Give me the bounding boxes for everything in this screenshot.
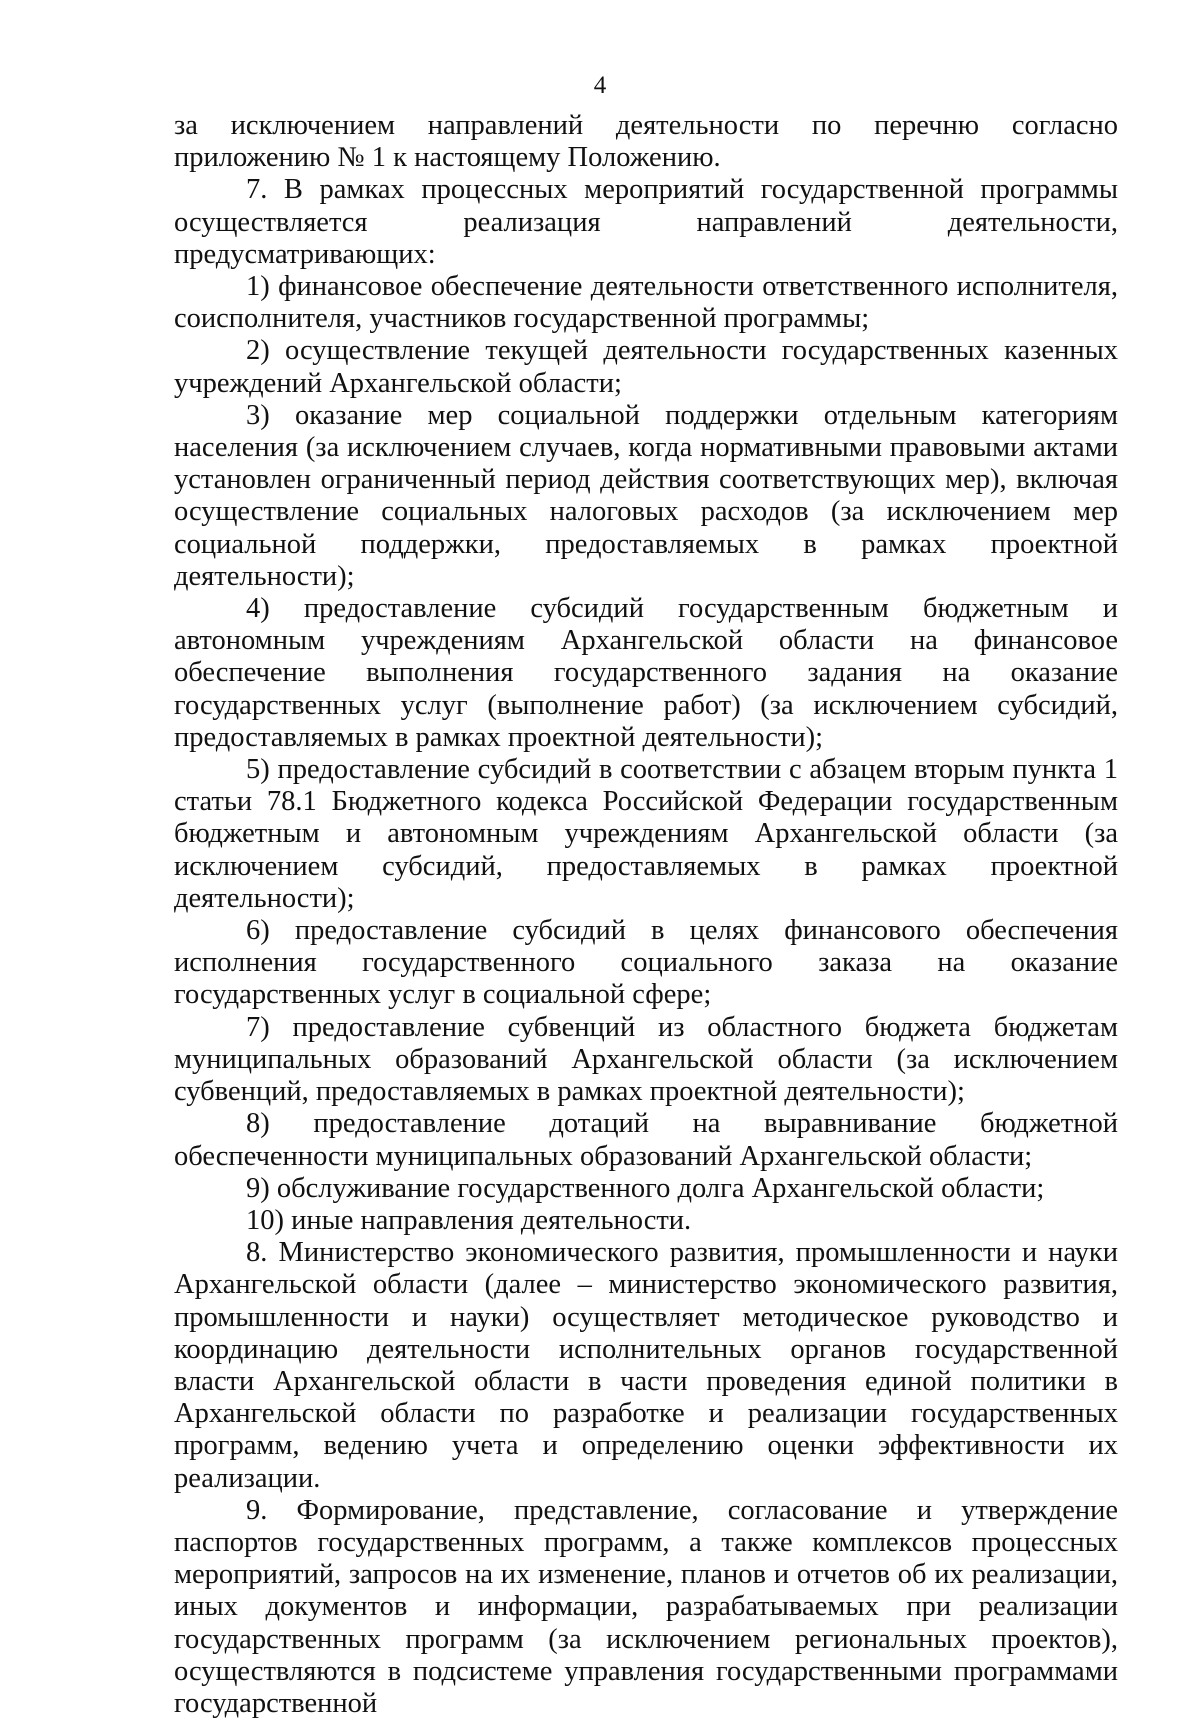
list-item-2: 2) осуществление текущей деятельности государственных казенных учреждений Архангельской области;: [174, 335, 1118, 399]
paragraph-item-7: 7. В рамках процессных мероприятий государственной программы осуществляется реализация направлений деятельности, предусматривающих:: [174, 174, 1118, 270]
list-item-3: 3) оказание мер социальной поддержки отдельным категориям населения (за исключением случаев, когда нормативными правовыми актами установлен ограниченный период действия соответствующих мер), включая осуществление социальных налоговых расходов (за исключением мер социальной поддержки, предоставляемых в рамках проектной деятельности);: [174, 399, 1118, 592]
paragraph-item-8: 8. Министерство экономического развития, промышленности и науки Архангельской области (далее – министерство экономического развития, промышленности и науки) осуществляет методическое руководство и координацию деятельности исполнительных органов государственной власти Архангельской области в части проведения единой политики в Архангельской области по разработке и реализации государственных программ, ведению учета и определению оценки эффективности их реализации.: [174, 1237, 1118, 1494]
list-item-9: 9) обслуживание государственного долга Архангельской области;: [246, 1172, 1045, 1204]
page-number: 4: [593, 72, 607, 99]
list-item-10: 10) иные направления деятельности.: [246, 1204, 692, 1236]
paragraph-continuation: за исключением направлений деятельности по перечню согласно приложению № 1 к настоящему Положению.: [174, 110, 1118, 174]
list-item-6: 6) предоставление субсидий в целях финансового обеспечения исполнения государственного социального заказа на оказание государственных услуг в социальной сфере;: [174, 915, 1118, 1011]
list-item-1: 1) финансовое обеспечение деятельности ответственного исполнителя, соисполнителя, участников государственной программы;: [174, 271, 1118, 335]
document-body: [174, 110, 1118, 1720]
list-item-7: 7) предоставление субвенций из областного бюджета бюджетам муниципальных образований Архангельской области (за исключением субвенций, предоставляемых в рамках проектной деятельности);: [174, 1011, 1118, 1108]
list-item-5: 5) предоставление субсидий в соответствии с абзацем вторым пункта 1 статьи 78.1 Бюджетного кодекса Российской Федерации государственным бюджетным и автономным учреждениям Архангельской области (за исключением субсидий, предоставляемых в рамках проектной деятельности);: [174, 754, 1118, 914]
paragraph-item-9: 9. Формирование, представление, согласование и утверждение паспортов государственных программ, а также комплексов процессных мероприятий, запросов на их изменение, планов и отчетов об их реализации, иных документов и информации, разрабатываемых при реализации государственных программ (за исключением региональных проектов), осуществляются в подсистеме управления государственными программами государственной: [174, 1494, 1118, 1719]
list-item-4: 4) предоставление субсидий государственным бюджетным и автономным учреждениям Архангельской области на финансовое обеспечение выполнения государственного задания на оказание государственных услуг (выполнение работ) (за исключением субсидий, предоставляемых в рамках проектной деятельности);: [174, 593, 1118, 753]
list-item-8: 8) предоставление дотаций на выравнивание бюджетной обеспеченности муниципальных образований Архангельской области;: [174, 1108, 1118, 1172]
